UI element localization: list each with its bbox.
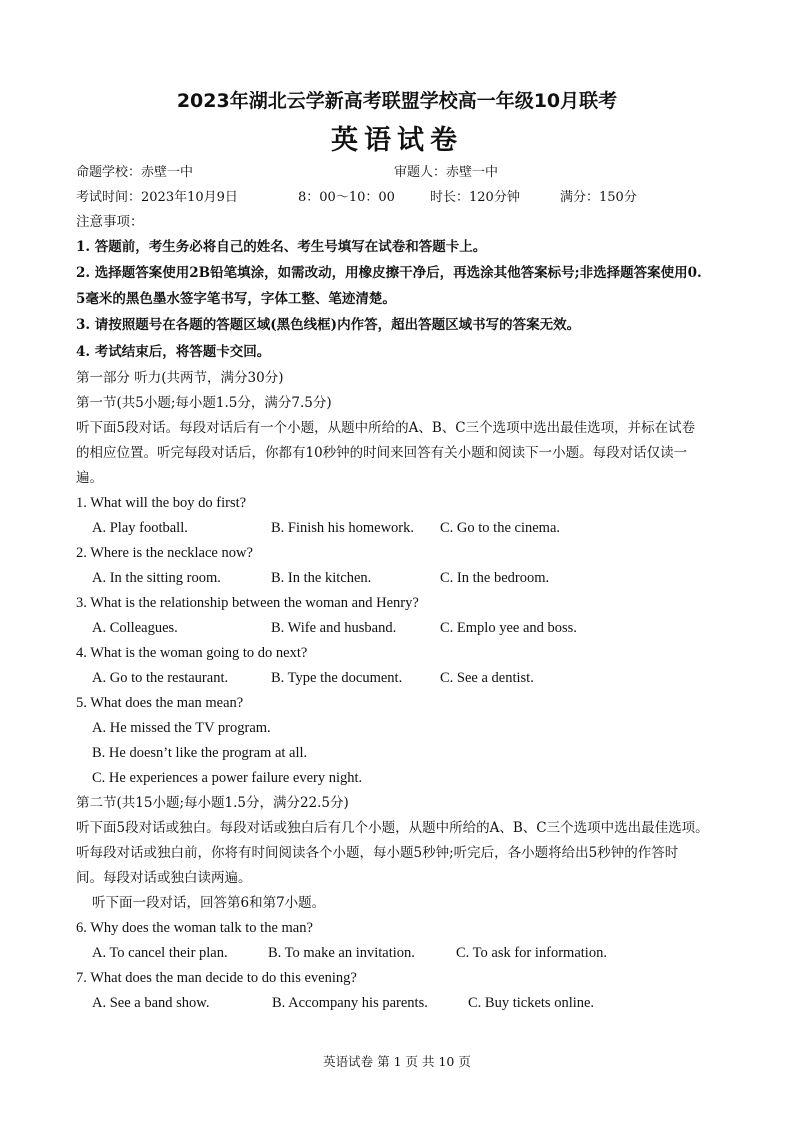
option-c: C. Buy tickets online. <box>468 995 595 1011</box>
note-item: 2. 选择题答案使用2B铅笔填涂，如需改动，用橡皮擦干净后，再选涂其他答案标号;非选择题答案使用0. <box>76 265 702 281</box>
option-b: B. Wife and husband. <box>271 620 397 636</box>
option-c: C. In the bedroom. <box>440 570 550 586</box>
meta-time-range: 8：00～10：00 <box>298 190 395 205</box>
question-1: 1. What will the boy do first? <box>76 495 247 511</box>
note-item: 3. 请按照题号在各题的答题区域(黑色线框)内作答，超出答题区域书写的答案无效。 <box>76 317 581 333</box>
option-a: A. Colleagues. <box>92 620 178 636</box>
section1-instruction: 遍。 <box>76 470 103 486</box>
section2-heading: 第二节(共15小题;每小题1.5分，满分22.5分) <box>76 795 349 811</box>
section1-instruction: 的相应位置。听完每段对话后，你都有10秒钟的时间来回答有关小题和阅读下一小题。每段对话仅读一 <box>76 445 688 461</box>
notes-heading: 注意事项： <box>76 214 144 230</box>
option-b: B. In the kitchen. <box>271 570 372 586</box>
note-item: 1. 答题前，考生务必将自己的姓名、考生号填写在试卷和答题卡上。 <box>76 239 487 255</box>
option-b: B. Type the document. <box>271 670 403 686</box>
section2-lead: 听下面一段对话，回答第6和第7小题。 <box>92 895 326 911</box>
note-item: 5毫米的黑色墨水签字笔书写，字体工整、笔迹清楚。 <box>76 291 396 307</box>
option-b: B. To make an invitation. <box>268 945 415 961</box>
question-2: 2. Where is the necklace now? <box>76 545 253 561</box>
part1-heading: 第一部分 听力(共两节，满分30分) <box>76 370 284 386</box>
option-c: C. See a dentist. <box>440 670 534 686</box>
option-c: C. He experiences a power failure every night. <box>92 770 363 786</box>
question-6: 6. Why does the woman talk to the man? <box>76 920 313 936</box>
meta-exam-time: 考试时间：2023年10月9日 <box>76 190 238 205</box>
question-4: 4. What is the woman going to do next? <box>76 645 308 661</box>
section1-heading: 第一节(共5小题;每小题1.5分，满分7.5分) <box>76 395 332 411</box>
page-footer: 英语试卷 第 1 页 共 10 页 <box>323 1054 471 1069</box>
question-5: 5. What does the man mean? <box>76 695 244 711</box>
option-b: B. He doesn’t like the program at all. <box>92 745 308 761</box>
option-b: B. Finish his homework. <box>271 520 414 536</box>
option-b: B. Accompany his parents. <box>272 995 428 1011</box>
option-a: A. Play football. <box>92 520 188 536</box>
question-7: 7. What does the man decide to do this evening? <box>76 970 357 986</box>
meta-school: 命题学校：赤壁一中 <box>76 165 194 180</box>
section2-instruction: 听每段对话或独白前，你将有时间阅读各个小题，每小题5秒钟;听完后，各小题将给出5秒钟的作答时 <box>76 845 679 861</box>
note-item: 4. 考试结束后，将答题卡交回。 <box>76 344 271 360</box>
section1-instruction: 听下面5段对话。每段对话后有一个小题，从题中所给的A、B、C三个选项中选出最佳选项，并标在试卷 <box>76 420 696 436</box>
meta-reviewer: 审题人：赤壁一中 <box>394 165 499 180</box>
option-a: A. To cancel their plan. <box>92 945 228 961</box>
section2-instruction: 听下面5段对话或独白。每段对话或独白后有几个小题，从题中所给的A、B、C三个选项中选出最佳选项。 <box>76 820 709 836</box>
exam-subject-title: 英语试卷 <box>331 125 463 156</box>
question-3: 3. What is the relationship between the woman and Henry? <box>76 595 419 611</box>
option-a: A. Go to the restaurant. <box>92 670 229 686</box>
option-a: A. See a band show. <box>92 995 210 1011</box>
option-a: A. He missed the TV program. <box>92 720 271 736</box>
option-c: C. Go to the cinema. <box>440 520 561 536</box>
meta-duration: 时长：120分钟 <box>430 190 520 205</box>
option-c: C. To ask for information. <box>456 945 607 961</box>
option-a: A. In the sitting room. <box>92 570 221 586</box>
option-c: C. Emplo yee and boss. <box>440 620 577 636</box>
meta-score: 满分：150分 <box>560 190 637 205</box>
section2-instruction: 间。每段对话或独白读两遍。 <box>76 870 252 886</box>
exam-main-title: 2023年湖北云学新高考联盟学校高一年级10月联考 <box>176 90 618 112</box>
